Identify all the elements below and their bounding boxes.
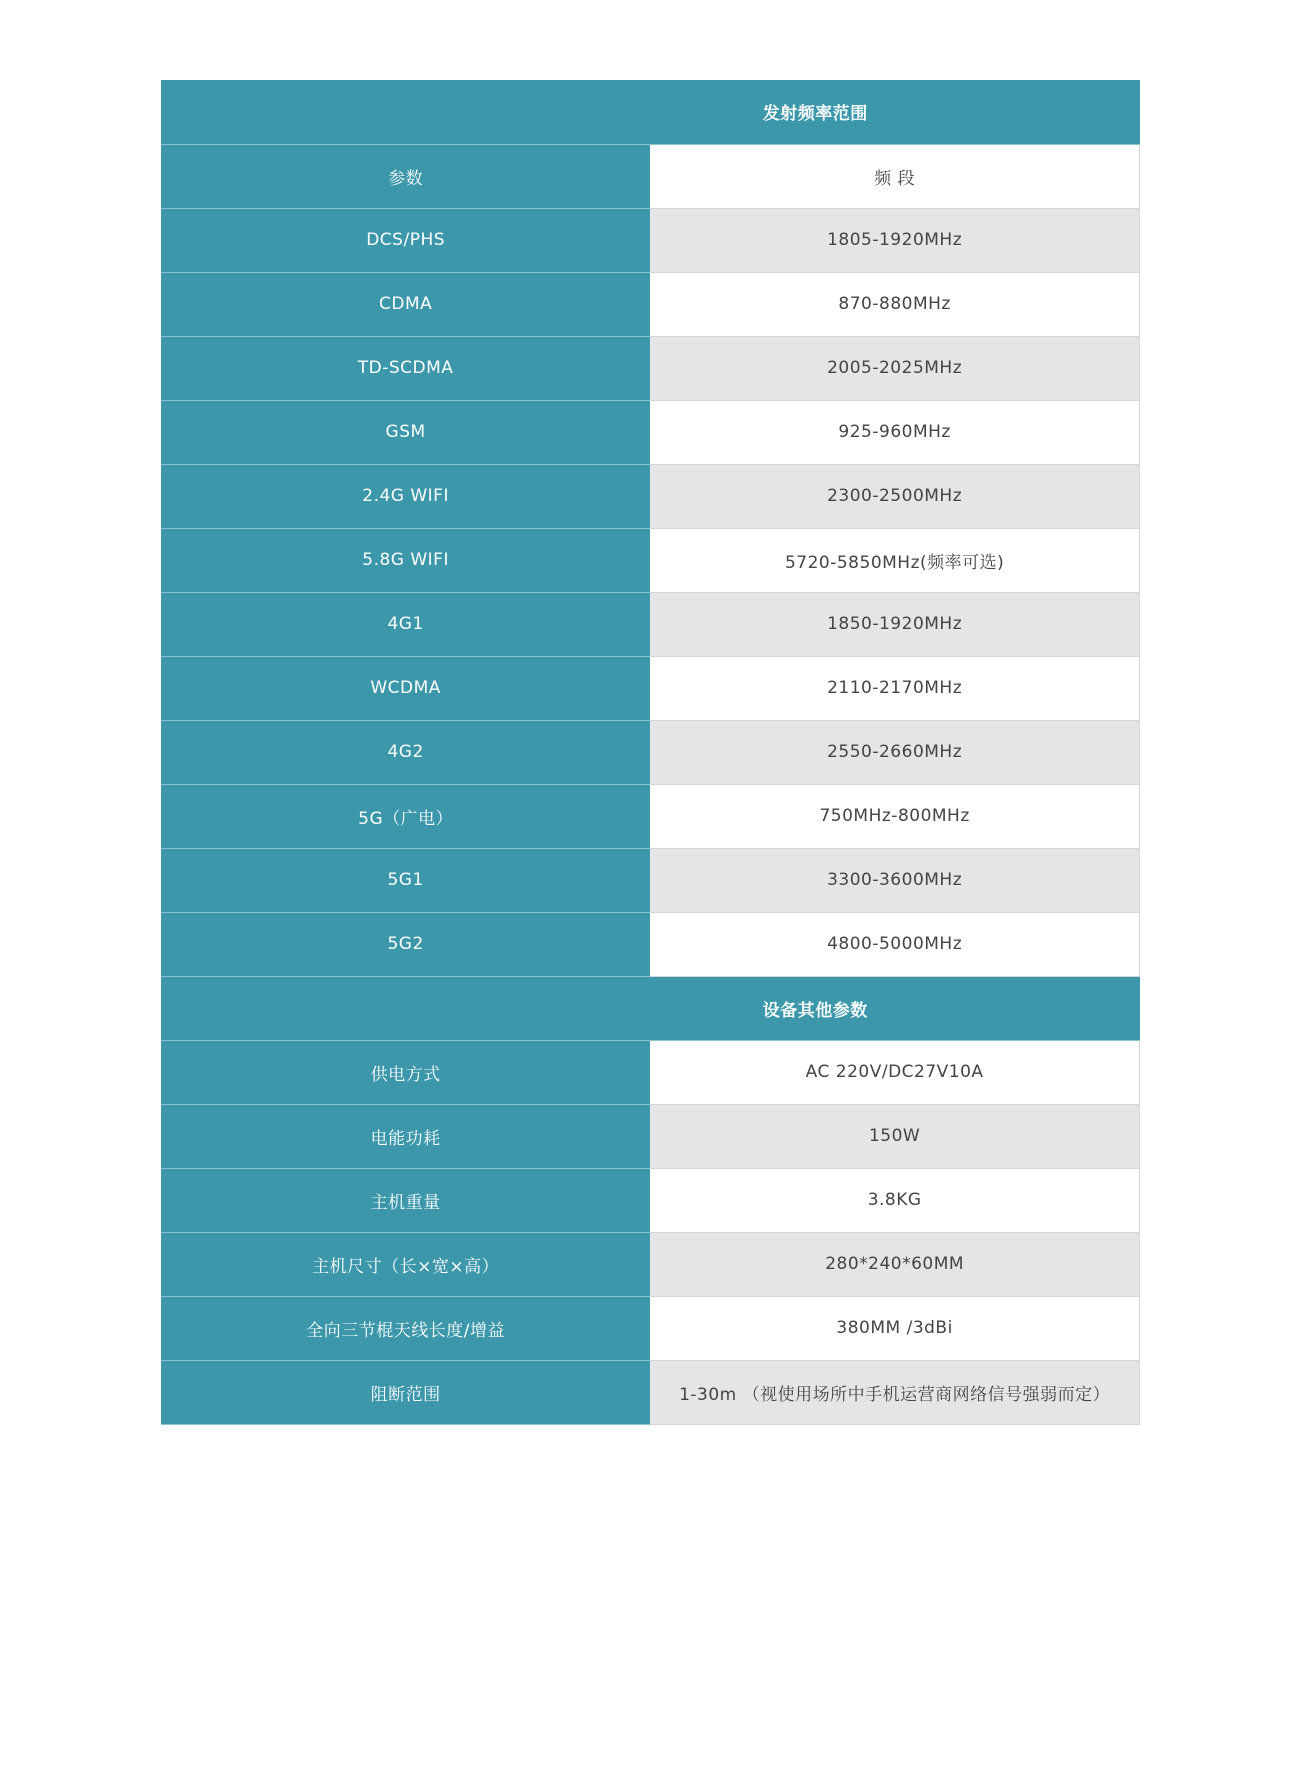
- row-value: 2300-2500MHz: [650, 464, 1139, 528]
- row-label: 2.4G WIFI: [161, 464, 650, 528]
- table-row: [161, 1104, 1140, 1168]
- row-label: 阻断范围: [161, 1360, 650, 1424]
- row-label: TD-SCDMA: [161, 336, 650, 400]
- table-row: [161, 208, 1140, 272]
- row-value: 750MHz-800MHz: [650, 784, 1139, 848]
- table-row: [161, 848, 1140, 912]
- row-value: 3300-3600MHz: [650, 848, 1139, 912]
- spec-table: [161, 80, 1140, 1425]
- row-value: 2110-2170MHz: [650, 656, 1139, 720]
- table-row: [161, 1232, 1140, 1296]
- table-row: [161, 1040, 1140, 1104]
- row-label: GSM: [161, 400, 650, 464]
- param-header: 参数: [161, 144, 650, 208]
- row-value: 3.8KG: [650, 1168, 1139, 1232]
- row-label: 电能功耗: [161, 1104, 650, 1168]
- row-label: CDMA: [161, 272, 650, 336]
- row-label: 4G1: [161, 592, 650, 656]
- table-row: [161, 464, 1140, 528]
- row-value: 4800-5000MHz: [650, 912, 1139, 976]
- row-value: 5720-5850MHz(频率可选): [650, 528, 1139, 592]
- row-label: 全向三节棍天线长度/增益: [161, 1296, 650, 1360]
- row-value: 925-960MHz: [650, 400, 1139, 464]
- row-label: DCS/PHS: [161, 208, 650, 272]
- table-row: [161, 592, 1140, 656]
- row-label: 5G（广电）: [161, 784, 650, 848]
- row-value: 870-880MHz: [650, 272, 1139, 336]
- table-row: [161, 656, 1140, 720]
- row-label: 主机尺寸（长×宽×高）: [161, 1232, 650, 1296]
- table-row: [161, 528, 1140, 592]
- section-title: 设备其他参数: [161, 976, 1140, 1040]
- table-row: [161, 1360, 1140, 1424]
- row-label: 供电方式: [161, 1040, 650, 1104]
- row-label: 5.8G WIFI: [161, 528, 650, 592]
- row-label: WCDMA: [161, 656, 650, 720]
- row-label: 4G2: [161, 720, 650, 784]
- table-row: [161, 912, 1140, 976]
- section-title: 发射频率范围: [161, 80, 1140, 144]
- row-value: 150W: [650, 1104, 1139, 1168]
- table-row: [161, 400, 1140, 464]
- row-label: 5G1: [161, 848, 650, 912]
- section-header-other-params: [161, 976, 1140, 1040]
- table-row: [161, 336, 1140, 400]
- row-value: 1850-1920MHz: [650, 592, 1139, 656]
- band-header: 频 段: [650, 144, 1139, 208]
- section-header-frequency: [161, 80, 1140, 144]
- row-value: 280*240*60MM: [650, 1232, 1139, 1296]
- row-value: 1805-1920MHz: [650, 208, 1139, 272]
- row-value: 2005-2025MHz: [650, 336, 1139, 400]
- table-row: [161, 1168, 1140, 1232]
- table-row: [161, 784, 1140, 848]
- row-value: 2550-2660MHz: [650, 720, 1139, 784]
- row-value: 380MM /3dBi: [650, 1296, 1139, 1360]
- table-row: [161, 720, 1140, 784]
- table-header-row: [161, 144, 1140, 208]
- row-label: 5G2: [161, 912, 650, 976]
- row-label: 主机重量: [161, 1168, 650, 1232]
- table-row: [161, 272, 1140, 336]
- row-value: 1-30m （视使用场所中手机运营商网络信号强弱而定）: [650, 1360, 1139, 1424]
- table-row: [161, 1296, 1140, 1360]
- row-value: AC 220V/DC27V10A: [650, 1040, 1139, 1104]
